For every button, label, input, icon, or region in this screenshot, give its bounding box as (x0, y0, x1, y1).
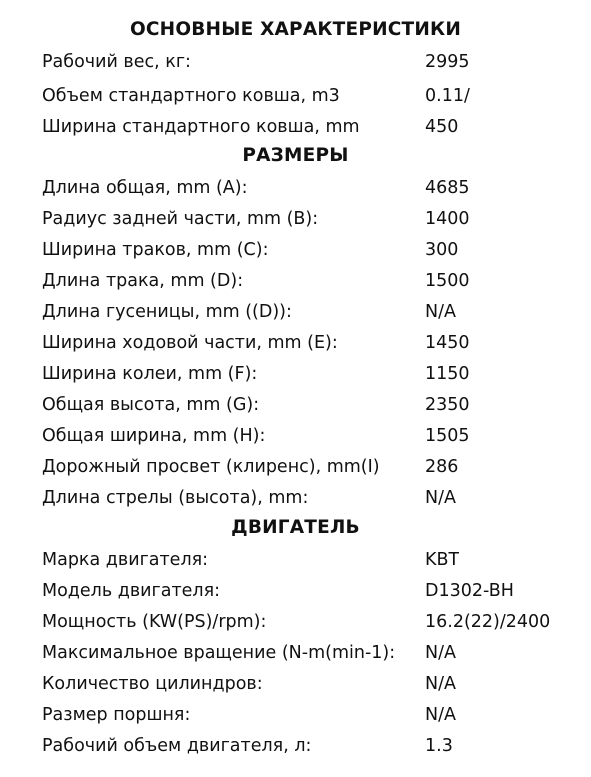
spec-value: N/A (425, 705, 456, 725)
spec-value: 1.3 (425, 736, 453, 756)
spec-value: 286 (425, 457, 459, 477)
section-title-dimensions: РАЗМЕРЫ (242, 145, 349, 166)
spec-value: 2995 (425, 52, 470, 72)
spec-row (0, 484, 591, 512)
spec-row (0, 701, 591, 729)
spec-row (0, 267, 591, 295)
spec-value: 0.11/ (425, 86, 470, 106)
spec-row (0, 113, 591, 141)
spec-row (0, 608, 591, 636)
spec-label: Длина стрелы (высота), mm: (42, 488, 309, 508)
spec-row (0, 205, 591, 233)
spec-label: Общая ширина, mm (H): (42, 426, 266, 446)
spec-row (0, 577, 591, 605)
spec-row (0, 732, 591, 760)
spec-row (0, 546, 591, 574)
spec-value: 300 (425, 240, 459, 260)
section-title-engine: ДВИГАТЕЛЬ (231, 517, 360, 538)
spec-value: 450 (425, 117, 459, 137)
spec-row (0, 639, 591, 667)
spec-label: Ширина колеи, mm (F): (42, 364, 258, 384)
spec-row (0, 391, 591, 419)
spec-label: Радиус задней части, mm (B): (42, 209, 319, 229)
spec-label: Рабочий вес, кг: (42, 52, 191, 72)
spec-value: 16.2(22)/2400 (425, 612, 551, 632)
spec-label: Дорожный просвет (клиренс), mm(I) (42, 457, 380, 477)
spec-value: 4685 (425, 178, 470, 198)
spec-value: 1505 (425, 426, 470, 446)
spec-value: N/A (425, 302, 456, 322)
spec-row (0, 174, 591, 202)
spec-row (0, 422, 591, 450)
spec-label: Марка двигателя: (42, 550, 209, 570)
spec-row (0, 360, 591, 388)
spec-row (0, 236, 591, 264)
spec-label: Максимальное вращение (N-m(min-1): (42, 643, 396, 663)
spec-value: N/A (425, 674, 456, 694)
spec-value: N/A (425, 643, 456, 663)
section-title-main-specs: ОСНОВНЫЕ ХАРАКТЕРИСТИКИ (129, 19, 462, 40)
spec-value: 1500 (425, 271, 470, 291)
spec-label: Объем стандартного ковша, m3 (42, 86, 340, 106)
spec-label: Модель двигателя: (42, 581, 221, 601)
spec-value: 1150 (425, 364, 470, 384)
spec-label: Мощность (KW(PS)/rpm): (42, 612, 267, 632)
spec-value: D1302-BH (425, 581, 514, 601)
spec-value: 1450 (425, 333, 470, 353)
spec-row (0, 670, 591, 698)
spec-label: Рабочий объем двигателя, л: (42, 736, 312, 756)
spec-row (0, 329, 591, 357)
spec-row (0, 453, 591, 481)
spec-value: 1400 (425, 209, 470, 229)
spec-value: 2350 (425, 395, 470, 415)
spec-label: Длина общая, mm (A): (42, 178, 248, 198)
spec-label: Ширина ходовой части, mm (E): (42, 333, 338, 353)
spec-label: Размер поршня: (42, 705, 191, 725)
spec-label: Количество цилиндров: (42, 674, 263, 694)
spec-label: Общая высота, mm (G): (42, 395, 260, 415)
spec-label: Ширина стандартного ковша, mm (42, 117, 360, 137)
spec-label: Длина гусеницы, mm ((D)): (42, 302, 292, 322)
spec-value: KBT (425, 550, 460, 570)
spec-label: Длина трака, mm (D): (42, 271, 244, 291)
spec-row (0, 82, 591, 110)
spec-row (0, 298, 591, 326)
spec-label: Ширина траков, mm (C): (42, 240, 269, 260)
spec-value: N/A (425, 488, 456, 508)
spec-row (0, 48, 591, 76)
